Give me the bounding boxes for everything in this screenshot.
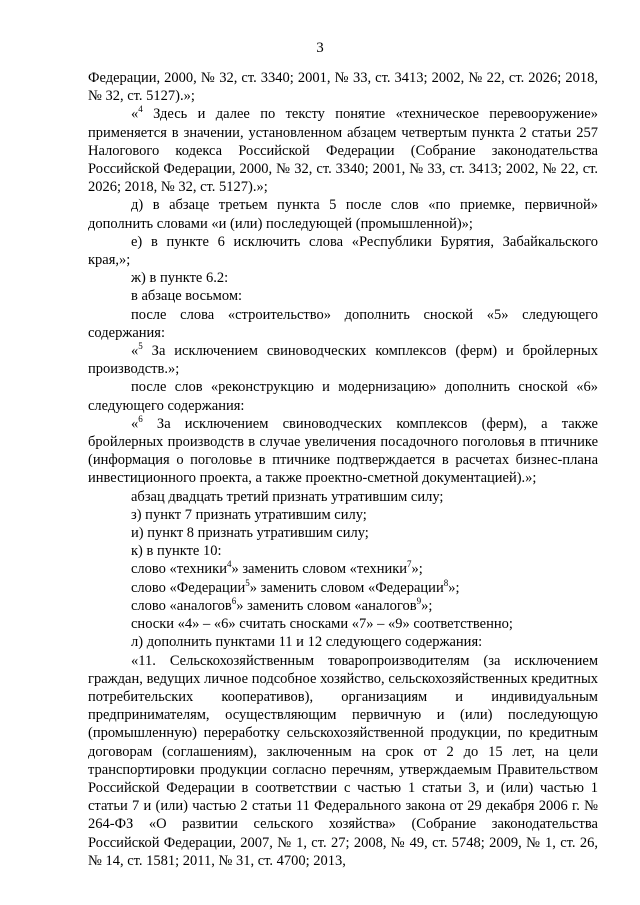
text-run: после слова «строительство» дополнить сноской «5» следующего содержания: bbox=[88, 306, 598, 341]
text-run: после слов «реконструкцию и модернизацию» дополнить сноской «6» следующего содержания: bbox=[88, 379, 598, 414]
text-run: » заменить словом «аналогов bbox=[236, 597, 417, 614]
document-body bbox=[88, 69, 598, 870]
text-run: слово «техники bbox=[131, 561, 227, 578]
text-run: е) в пункте 6 исключить слова «Республики Бурятия, Забайкальского края,»; bbox=[88, 233, 598, 269]
paragraph bbox=[88, 233, 598, 269]
paragraph bbox=[88, 69, 598, 105]
footnote-mark: 8 bbox=[443, 577, 449, 588]
text-run: »; bbox=[448, 579, 460, 596]
footnote-mark: 6 bbox=[231, 596, 237, 607]
text-run: » заменить словом «техники bbox=[231, 561, 408, 578]
text-run: « bbox=[131, 415, 139, 432]
paragraph bbox=[88, 415, 598, 488]
text-run: « bbox=[131, 343, 139, 360]
paragraph bbox=[88, 542, 598, 560]
text-run: слово «Федерации bbox=[131, 579, 246, 596]
paragraph bbox=[88, 560, 598, 578]
text-run: «11. Сельскохозяйственным товаропроизводителям (за исключением граждан, ведущих личное подсобное хозяйство, сельскохозяйственных кредитных потребительских кооперативов), организациям и индивидуальным предпринимателям, осуществляющим первичную и (или) последующую (промышленную) переработку сельскохозяйственной продукции, по кредитным договорам (соглашениям), заключенным на срок от 2 до 15 лет, на цели транспортировки продукции согласно перечням, утверждаемым Правительством Российской Федерации в соответствии с частью 1 статьи 3, и (или) частью 1 статьи 7 и (или) частью 2 статьи 11 Федерального закона от 29 декабря 2006 г. № 264-ФЗ «О развитии сельского хозяйства» (Собрание законодательства Российской Федерации, 2007, № 1, ст. 27; 2008, № 49, ст. 5748; 2009, № 1, ст. 26, № 14, ст. 1581; 2011, № 31, ст. 4700; 2013, bbox=[88, 652, 598, 869]
paragraph bbox=[88, 105, 598, 196]
paragraph bbox=[88, 652, 598, 870]
text-run: За исключением свиноводческих комплексов (ферм), а также бройлерных производств в случае увеличения посадочного поголовья в птичнике (информация о поголовье в птичнике подтверждается в расчетах бизнес-плана инвестиционного проекта, а также проектно-сметной документацией).»; bbox=[88, 415, 598, 487]
footnote-mark: 6 bbox=[138, 414, 143, 425]
paragraph bbox=[88, 287, 598, 305]
paragraph bbox=[88, 615, 598, 633]
text-run: Федерации, 2000, № 32, ст. 3340; 2001, № 33, ст. 3413; 2002, № 22, ст. 2026; 2018, № 32, ст. 5127).»; bbox=[88, 70, 598, 105]
paragraph bbox=[88, 342, 598, 378]
paragraph bbox=[88, 306, 598, 342]
footnote-mark: 7 bbox=[407, 559, 412, 570]
text-run: слово «аналогов bbox=[131, 597, 232, 614]
footnote-mark: 5 bbox=[138, 341, 143, 352]
paragraph bbox=[88, 269, 598, 287]
paragraph bbox=[88, 488, 598, 506]
text-run: За исключением свиноводческих комплексов (ферм) и бройлерных производств.»; bbox=[88, 343, 598, 378]
text-run: л) дополнить пунктами 11 и 12 следующего содержания: bbox=[131, 634, 483, 651]
text-run: в абзаце восьмом: bbox=[131, 288, 243, 305]
paragraph bbox=[88, 196, 598, 232]
text-run: Здесь и далее по тексту понятие «техническое перевооружение» применяется в значении, установленном абзацем четвертым пункта 2 статьи 257 Налогового кодекса Российской Федерации (Собрание законодательства Российской Федерации, 2000, № 32, ст. 3340; 2001, № 33, ст. 3413; 2002, № 22, ст. 2026; 2018, № 32, ст. 5127).»; bbox=[88, 106, 598, 196]
paragraph bbox=[88, 597, 598, 615]
text-run: »; bbox=[411, 561, 423, 578]
footnote-mark: 4 bbox=[226, 559, 232, 570]
text-run: сноски «4» – «6» считать сносками «7» – «9» соответственно; bbox=[131, 616, 513, 633]
text-run: ж) в пункте 6.2: bbox=[131, 270, 229, 287]
text-run: »; bbox=[421, 597, 433, 614]
text-run: д) в абзаце третьем пункта 5 после слов «по приемке, первичной» дополнить словами «и (или) последующей (промышленной)»; bbox=[88, 197, 598, 232]
footnote-mark: 9 bbox=[416, 596, 422, 607]
footnote-mark: 4 bbox=[138, 104, 143, 115]
paragraph bbox=[88, 524, 598, 542]
text-run: » заменить словом «Федерации bbox=[249, 579, 444, 596]
text-run: « bbox=[131, 106, 139, 123]
page-number: 3 bbox=[316, 40, 324, 56]
text-run: и) пункт 8 признать утратившим силу; bbox=[131, 525, 369, 542]
text-run: абзац двадцать третий признать утратившим силу; bbox=[131, 488, 444, 505]
footnote-mark: 5 bbox=[245, 577, 250, 588]
text-run: к) в пункте 10: bbox=[131, 543, 222, 560]
text-run: з) пункт 7 признать утратившим силу; bbox=[131, 506, 367, 523]
paragraph bbox=[88, 506, 598, 524]
paragraph bbox=[88, 633, 598, 651]
paragraph bbox=[88, 378, 598, 414]
paragraph bbox=[88, 579, 598, 597]
